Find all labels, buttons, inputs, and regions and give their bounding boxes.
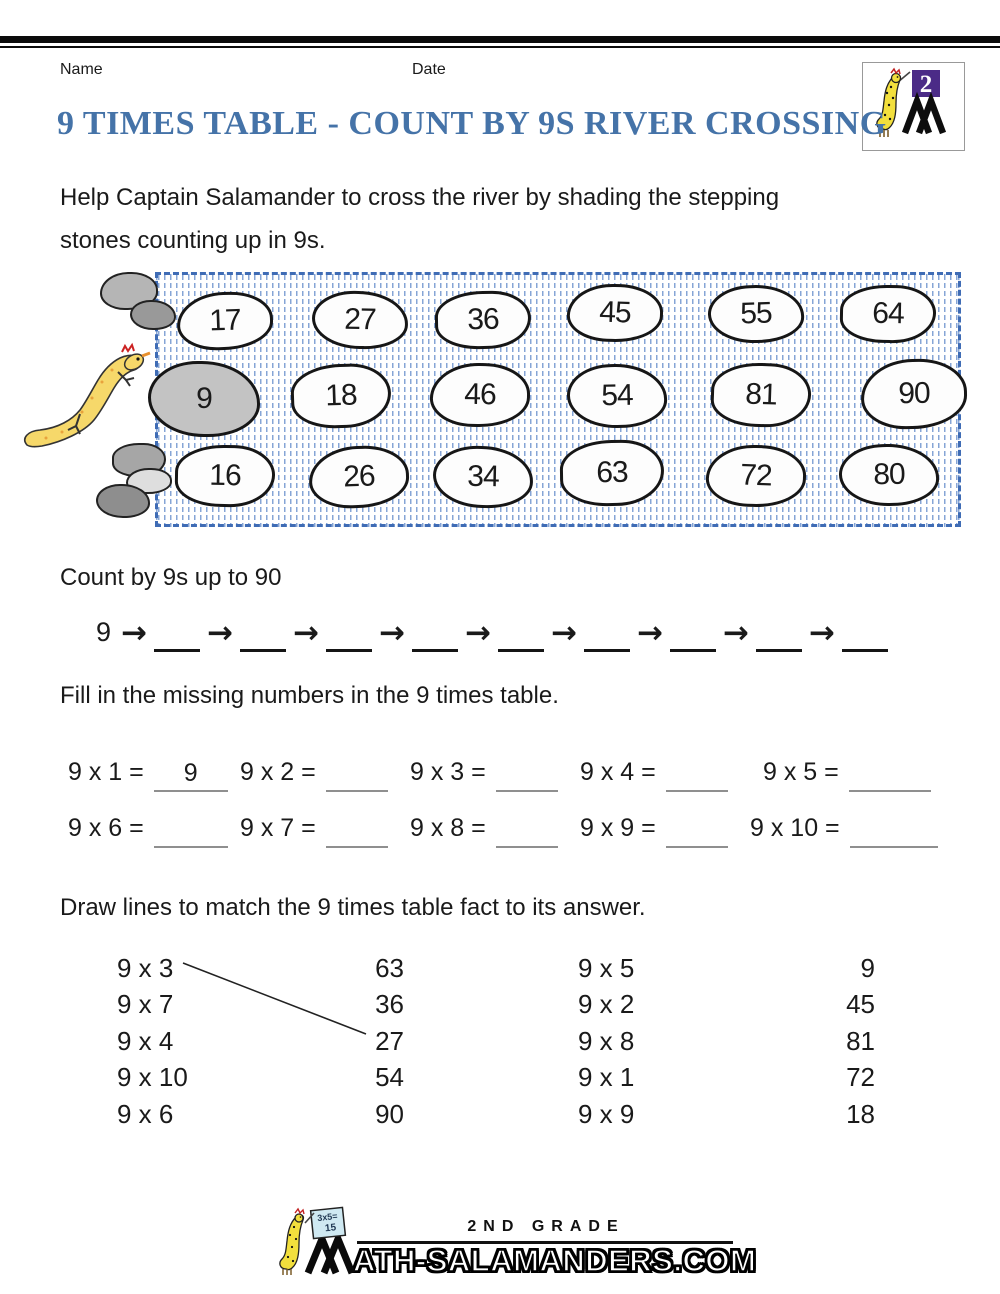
grade-number: 2 (919, 71, 933, 98)
match-item[interactable]: 90 (375, 1098, 404, 1129)
stepping-stone-54[interactable]: 54 (566, 363, 667, 429)
fill-blank[interactable] (154, 813, 228, 848)
easel-board-line2: 15 (324, 1222, 337, 1235)
intro-line-2: stones counting up in 9s. (60, 227, 326, 254)
match-item[interactable]: 45 (846, 989, 875, 1020)
river (155, 272, 961, 527)
intro-text (60, 176, 920, 262)
easel-board-line1: 3x5= (316, 1211, 338, 1224)
footer-grade-text: 2ND GRADE (467, 1218, 625, 1235)
count-blank-5[interactable] (498, 615, 544, 652)
match-column-answers_left (318, 950, 404, 1132)
count-blank-1[interactable] (154, 615, 200, 652)
rock-icon (96, 484, 150, 518)
fill-label: 9 x 4 = (580, 758, 656, 786)
arrow-icon: → (722, 615, 749, 651)
fill-item (763, 757, 931, 792)
easel-board (311, 1207, 346, 1238)
stepping-stone-90[interactable]: 90 (860, 358, 967, 430)
fill-blank[interactable] (326, 813, 388, 848)
match-item[interactable]: 72 (846, 1062, 875, 1093)
match-heading: Draw lines to match the 9 times table fact to its answer. (60, 894, 646, 921)
date-label: Date (412, 61, 446, 78)
arrow-icon: → (378, 615, 405, 651)
count-heading: Count by 9s up to 90 (60, 564, 282, 591)
match-item[interactable]: 9 x 2 (578, 989, 635, 1020)
match-column-facts_right (578, 950, 678, 1132)
match-item[interactable]: 27 (375, 1025, 404, 1056)
match-item[interactable]: 63 (375, 953, 404, 983)
count-blank-7[interactable] (670, 615, 716, 652)
match-item[interactable]: 36 (375, 989, 404, 1020)
stepping-stone-27[interactable]: 27 (312, 290, 409, 350)
arrow-icon: → (550, 615, 577, 651)
fill-blank[interactable] (666, 813, 728, 848)
intro-line-1: Help Captain Salamander to cross the river by shading the stepping (60, 184, 780, 211)
stepping-stone-36[interactable]: 36 (435, 290, 532, 350)
footer-site-text: ATH-SALAMANDERS.COM (353, 1243, 757, 1278)
stepping-stone-72[interactable]: 72 (705, 443, 807, 508)
stepping-stone-9[interactable]: 9 (148, 361, 260, 437)
fill-blank[interactable] (326, 757, 388, 792)
stepping-stone-63[interactable]: 63 (559, 439, 664, 507)
match-item[interactable]: 9 x 6 (117, 1098, 174, 1129)
fill-label: 9 x 7 = (240, 814, 316, 842)
fill-item (410, 813, 558, 848)
fill-blank[interactable] (496, 757, 558, 792)
top-divider-thin (0, 46, 1000, 48)
stepping-stone-80[interactable]: 80 (838, 443, 939, 507)
match-item[interactable]: 9 x 1 (578, 1062, 635, 1093)
arrow-icon: → (464, 615, 491, 651)
fill-blank[interactable]: 9 (154, 757, 228, 792)
rock-icon (130, 300, 176, 330)
match-item[interactable]: 81 (846, 1025, 875, 1056)
stepping-stone-81[interactable]: 81 (710, 361, 812, 428)
match-item[interactable]: 9 x 9 (578, 1098, 635, 1129)
fill-item (240, 813, 388, 848)
match-item[interactable]: 9 x 4 (117, 1025, 174, 1056)
page-title: 9 TIMES TABLE - COUNT BY 9S RIVER CROSSING (57, 105, 887, 142)
fill-label: 9 x 9 = (580, 814, 656, 842)
fill-label: 9 x 6 = (68, 814, 144, 842)
match-item[interactable]: 18 (846, 1098, 875, 1129)
match-column-facts_left (117, 950, 217, 1132)
match-item[interactable]: 9 x 8 (578, 1025, 635, 1056)
fill-label: 9 x 5 = (763, 758, 839, 786)
stepping-stone-64[interactable]: 64 (840, 284, 937, 344)
fill-item (68, 813, 228, 848)
count-sequence (96, 608, 895, 652)
salamander-mascot-icon (280, 1209, 304, 1275)
arrow-icon: → (808, 615, 835, 651)
stepping-stone-46[interactable]: 46 (429, 362, 530, 428)
match-column-answers_right (789, 950, 875, 1132)
footer-salamander-logo-icon (272, 1205, 356, 1277)
stepping-stone-16[interactable]: 16 (174, 444, 275, 508)
stepping-stone-55[interactable]: 55 (707, 283, 805, 344)
match-item[interactable]: 9 x 5 (578, 953, 635, 983)
count-blank-3[interactable] (326, 615, 372, 652)
top-divider (0, 36, 1000, 43)
m-letter-icon (308, 1239, 352, 1273)
count-blank-8[interactable] (756, 615, 802, 652)
fill-blank[interactable] (666, 757, 728, 792)
stepping-stone-17[interactable]: 17 (176, 290, 274, 351)
fill-heading: Fill in the missing numbers in the 9 times table. (60, 682, 559, 709)
count-blank-2[interactable] (240, 615, 286, 652)
fill-item (240, 757, 388, 792)
arrow-icon: → (636, 615, 663, 651)
arrow-icon: → (207, 615, 233, 651)
fill-item (68, 757, 228, 792)
count-start: 9 (96, 617, 112, 647)
count-blank-4[interactable] (412, 615, 458, 652)
fill-item (580, 757, 728, 792)
stepping-stone-34[interactable]: 34 (432, 445, 533, 509)
fill-label: 9 x 8 = (410, 814, 486, 842)
fill-item (750, 813, 938, 848)
stepping-stone-26[interactable]: 26 (308, 444, 410, 509)
match-item[interactable]: 9 x 7 (117, 989, 174, 1020)
fill-label: 9 x 1 = (68, 758, 144, 786)
stepping-stone-18[interactable]: 18 (290, 362, 392, 429)
count-blank-6[interactable] (584, 615, 630, 652)
stepping-stone-45[interactable]: 45 (566, 282, 664, 343)
match-item[interactable]: 9 (860, 953, 875, 983)
fill-blank[interactable] (849, 757, 931, 792)
match-item[interactable]: 9 x 10 (117, 1062, 188, 1093)
match-item[interactable]: 54 (375, 1062, 404, 1093)
fill-label: 9 x 10 = (750, 814, 840, 842)
match-item[interactable]: 9 x 3 (117, 953, 174, 983)
arrow-icon: → (121, 615, 148, 651)
arrow-icon: → (293, 615, 319, 651)
fill-label: 9 x 2 = (240, 758, 316, 786)
fill-label: 9 x 3 = (410, 758, 486, 786)
fill-blank[interactable] (850, 813, 938, 848)
fill-blank[interactable] (496, 813, 558, 848)
count-blank-9[interactable] (842, 615, 888, 652)
fill-item (410, 757, 558, 792)
name-label: Name (60, 61, 103, 78)
fill-item (580, 813, 728, 848)
